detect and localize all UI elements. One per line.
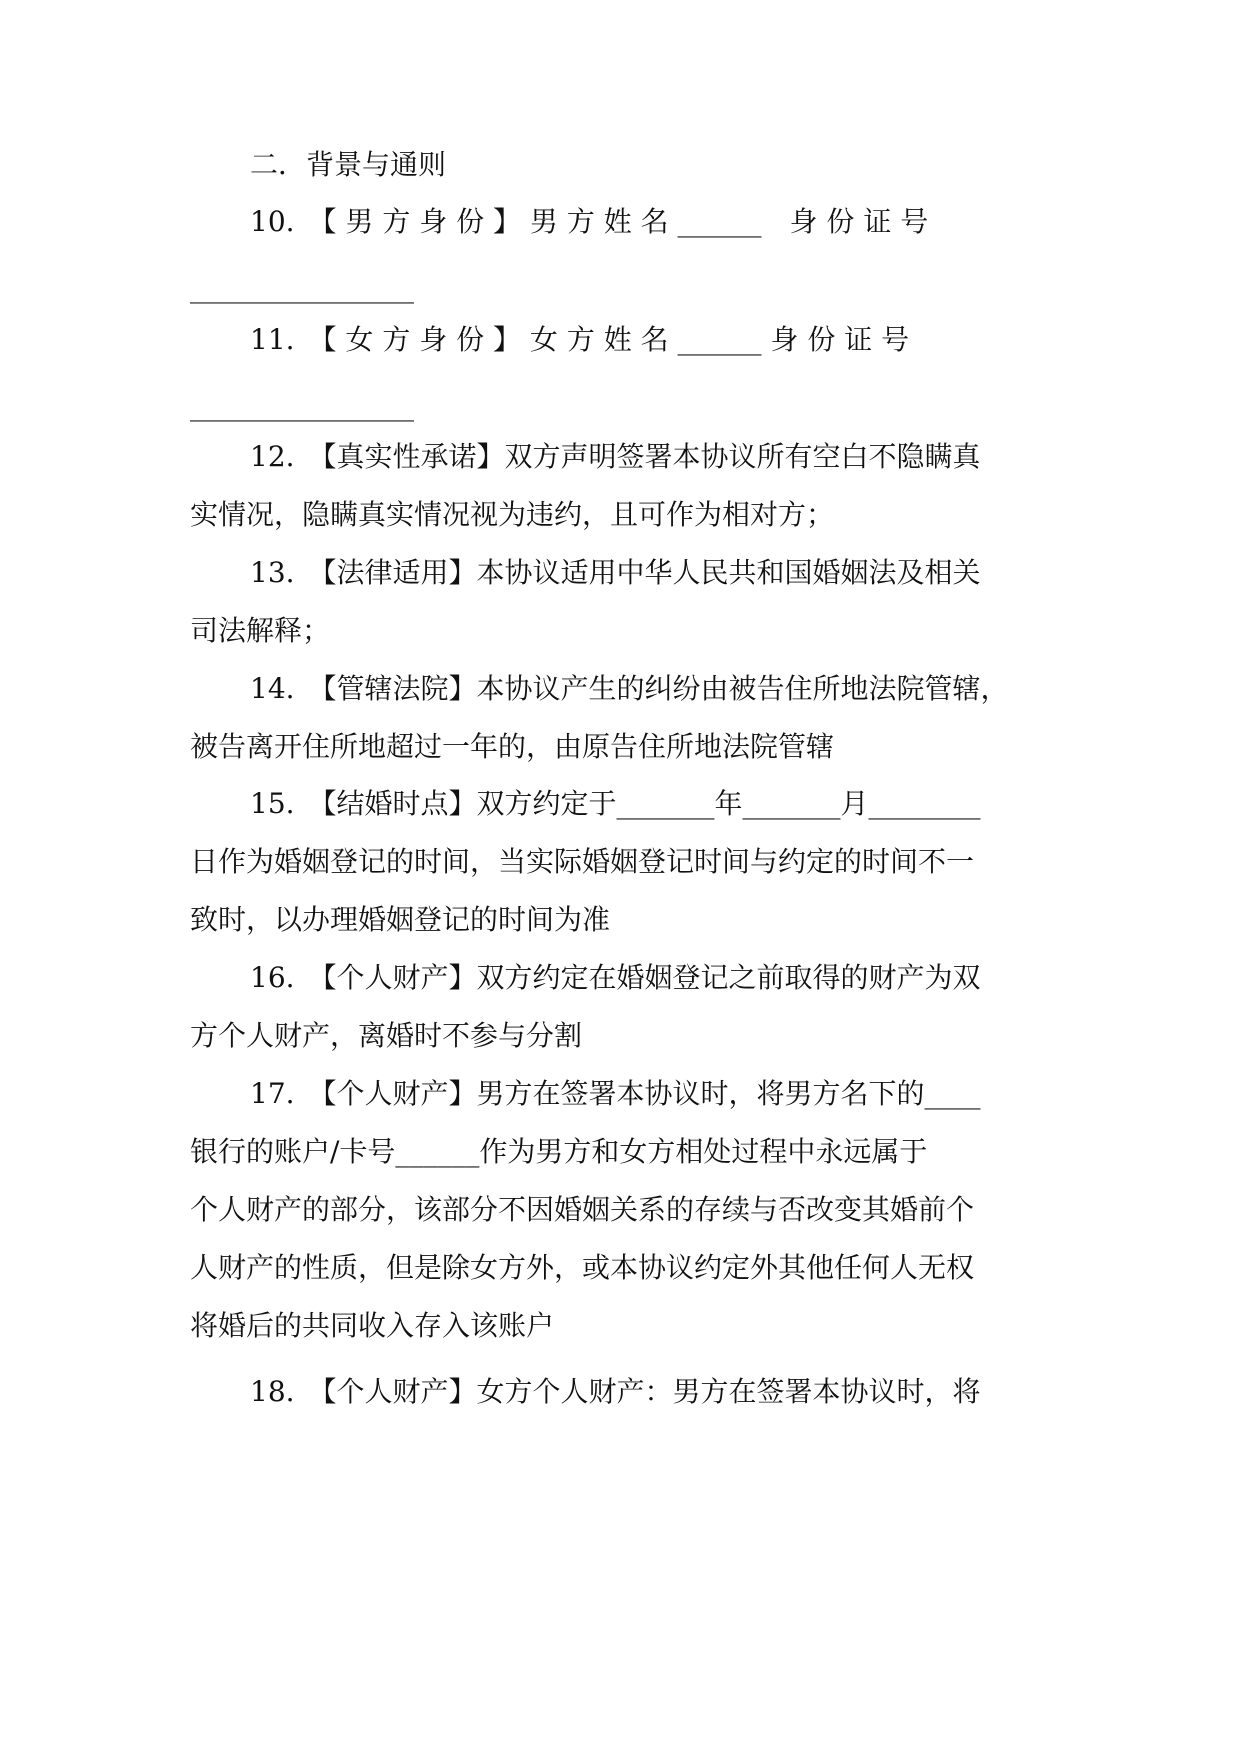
clause-15-line-3: 致时，以办理婚姻登记的时间为准 — [190, 903, 611, 936]
clause-12-line-2: 实情况，隐瞒真实情况视为违约，且可作为相对方； — [190, 498, 835, 531]
clause-12-line-1: 12. 【真实性承诺】双方声明签署本协议所有空白不隐瞒真 — [250, 440, 981, 473]
clause-13-line-2: 司法解释； — [190, 614, 331, 647]
clause-14-line-2: 被告离开住所地超过一年的，由原告住所地法院管辖 — [190, 730, 835, 763]
clause-16-line-1: 16. 【个人财产】双方约定在婚姻登记之前取得的财产为双 — [250, 961, 981, 994]
clause-14-line-1: 14. 【管辖法院】本协议产生的纠纷由被告住所地法院管辖， — [250, 672, 1009, 705]
clause-17-line-4: 人财产的性质，但是除女方外，或本协议约定外其他任何人无权 — [190, 1251, 975, 1284]
clause-18-line-1: 18. 【个人财产】女方个人财产：男方在签署本协议时，将 — [250, 1375, 981, 1408]
clause-11-line-1: 11. 【 女 方 身 份 】 女 方 姓 名 ______ 身 份 证 号 — [250, 323, 910, 356]
clause-17-line-1: 17. 【个人财产】男方在签署本协议时，将男方名下的____ — [250, 1077, 981, 1110]
section-heading: 二．背景与通则 — [250, 148, 447, 181]
clause-16-line-2: 方个人财产，离婚时不参与分割 — [190, 1019, 583, 1052]
clause-17-line-3: 个人财产的部分，该部分不因婚姻关系的存续与否改变其婚前个 — [190, 1193, 975, 1226]
clause-17-line-2: 银行的账户/卡号______作为男方和女方相处过程中永远属于 — [190, 1135, 928, 1168]
clause-17-line-5: 将婚后的共同收入存入该账户 — [190, 1309, 555, 1342]
clause-10-line-1: 10. 【 男 方 身 份 】 男 方 姓 名 ______ 身 份 证 号 — [250, 205, 929, 238]
clause-15-line-2: 日作为婚姻登记的时间，当实际婚姻登记时间与约定的时间不一 — [190, 845, 975, 878]
clause-15-line-1: 15. 【结婚时点】双方约定于_______年_______月________ — [250, 787, 981, 820]
clause-11-line-2: ________________ — [190, 389, 414, 422]
clause-10-line-2: ________________ — [190, 271, 414, 304]
clause-13-line-1: 13. 【法律适用】本协议适用中华人民共和国婚姻法及相关 — [250, 556, 981, 589]
